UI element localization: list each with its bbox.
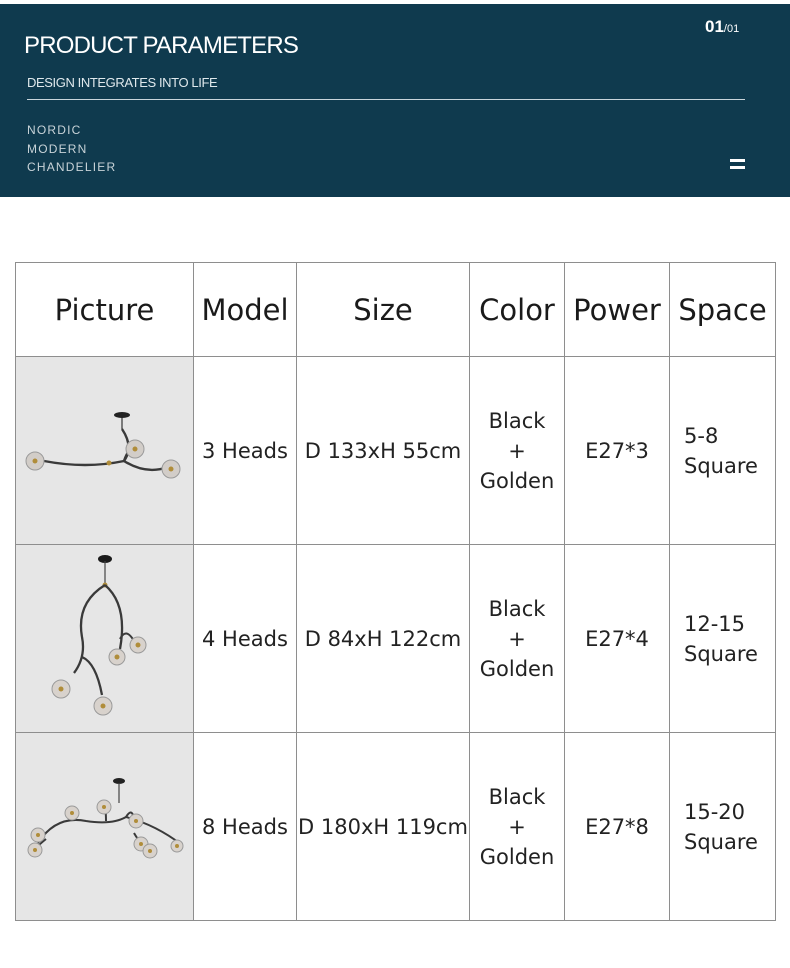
color-secondary: Golden [479,468,555,493]
header-model: Model [194,263,297,357]
page-current: 01 [705,17,724,36]
space-range: 12-15 [684,611,746,636]
space-cell [670,357,776,545]
space-unit: Square [684,453,758,478]
color-separator: + [508,814,526,839]
space-unit: Square [684,829,758,854]
model-cell: 8 Heads [194,733,297,921]
color-cell [470,733,565,921]
three-head-chandelier-image [16,357,193,544]
product-tags [27,121,116,177]
color-cell [470,357,565,545]
size-cell: D 133xH 55cm [297,357,470,545]
tag-modern: MODERN [27,141,88,156]
color-separator: + [508,626,526,651]
color-separator: + [508,438,526,463]
header-color: Color [470,263,565,357]
color-secondary: Golden [479,656,555,681]
space-unit: Square [684,641,758,666]
eight-head-chandelier-image [16,733,193,920]
header-size: Size [297,263,470,357]
header-picture: Picture [16,263,194,357]
menu-icon[interactable] [730,159,745,170]
model-cell: 4 Heads [194,545,297,733]
color-primary: Black [488,784,546,809]
page-title: PRODUCT PARAMETERS [24,32,299,59]
power-cell: E27*3 [565,357,670,545]
header-divider [27,99,745,100]
page-indicator [705,17,739,37]
tag-chandelier: CHANDELIER [27,160,117,174]
space-range: 15-20 [684,799,746,824]
picture-cell [16,357,194,545]
table-header-row [16,263,776,357]
header-space: Space [670,263,776,357]
table-row [16,357,776,545]
model-cell: 3 Heads [194,357,297,545]
page-subtitle: DESIGN INTEGRATES INTO LIFE [27,75,218,90]
picture-cell [16,545,194,733]
table-row [16,545,776,733]
size-cell: D 84xH 122cm [297,545,470,733]
header-power: Power [565,263,670,357]
power-cell: E27*8 [565,733,670,921]
header-banner [0,4,790,197]
parameters-table [15,262,776,921]
color-secondary: Golden [479,844,555,869]
page-total: /01 [723,23,740,35]
space-cell [670,733,776,921]
four-head-chandelier-image [16,545,193,732]
color-cell [470,545,565,733]
space-range: 5-8 [684,423,719,448]
power-cell: E27*4 [565,545,670,733]
color-primary: Black [488,408,546,433]
table-row [16,733,776,921]
size-cell: D 180xH 119cm [297,733,470,921]
space-cell [670,545,776,733]
tag-nordic: NORDIC [27,123,82,137]
picture-cell [16,733,194,921]
color-primary: Black [488,596,546,621]
